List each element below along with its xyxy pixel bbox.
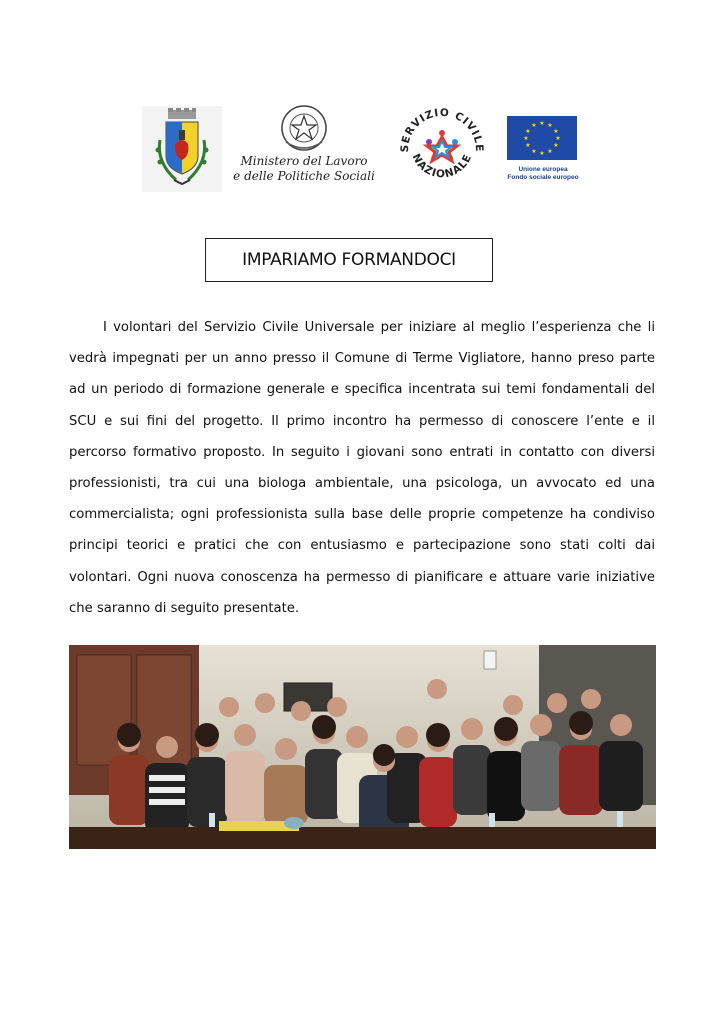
ministero-line1: Ministero del Lavoro: [240, 154, 368, 168]
eu-line1: Unione europea: [518, 166, 568, 173]
logo-header: [0, 104, 724, 196]
group-photo-icon: [69, 645, 656, 849]
eu-caption: [503, 166, 583, 182]
ministero-name: [228, 154, 380, 184]
scn-bottom-text: NAZIONALE: [409, 151, 475, 181]
svg-text:★: ★: [531, 148, 537, 155]
ministero-line2: e delle Politiche Sociali: [233, 169, 375, 183]
title-box: [205, 238, 493, 282]
eu-line2: Fondo sociale europeo: [507, 174, 579, 181]
italian-republic-emblem-icon: [228, 104, 380, 152]
svg-text:★: ★: [553, 128, 559, 135]
scn-top-text: SERVIZIO CIVILE: [398, 106, 486, 153]
svg-text:★: ★: [539, 150, 545, 157]
svg-text:★: ★: [523, 135, 529, 142]
svg-text:★: ★: [553, 142, 559, 149]
svg-text:★: ★: [555, 135, 561, 142]
body-paragraph: I volontari del Servizio Civile Universale per iniziare al meglio l’esperienza che li vedrà impegnati per un anno presso il Comune di Terme Vigliatore, hanno preso parte ad un periodo di formazione generale e specifica incentrata sui temi fondamentali del SCU e sui fini del progetto. Il primo incontro ha permesso di conoscere l’ente e il percorso formativo proposto. In seguito i giovani sono entrati in contatto con diversi professionisti, tra cui una biologa ambientale, una psicologa, un avvocato ed una commercialista; ogni professionista sulla base delle proprie competenze ha condiviso principi teorici e pratici che con entusiasmo e partecipazione sono stati colti dai volontari. Ogni nuova conoscenza ha permesso di pianificare e attuare varie iniziative che saranno di seguito presentate.: [69, 320, 655, 616]
page-title: IMPARIAMO FORMANDOCI: [242, 250, 456, 270]
municipal-coat-of-arms-icon: [142, 106, 222, 192]
ministero-logo: [228, 104, 380, 194]
svg-text:★: ★: [525, 142, 531, 149]
svg-text:★: ★: [539, 120, 545, 127]
svg-text:★: ★: [547, 148, 553, 155]
svg-text:★: ★: [525, 128, 531, 135]
eu-logo: [503, 116, 583, 186]
svg-text:★: ★: [547, 122, 553, 129]
svg-text:SERVIZIO CIVILE: [399, 107, 485, 153]
eu-flag-icon: [503, 116, 583, 160]
svg-text:★: ★: [531, 122, 537, 129]
servizio-civile-nazionale-logo-icon: [395, 104, 489, 194]
